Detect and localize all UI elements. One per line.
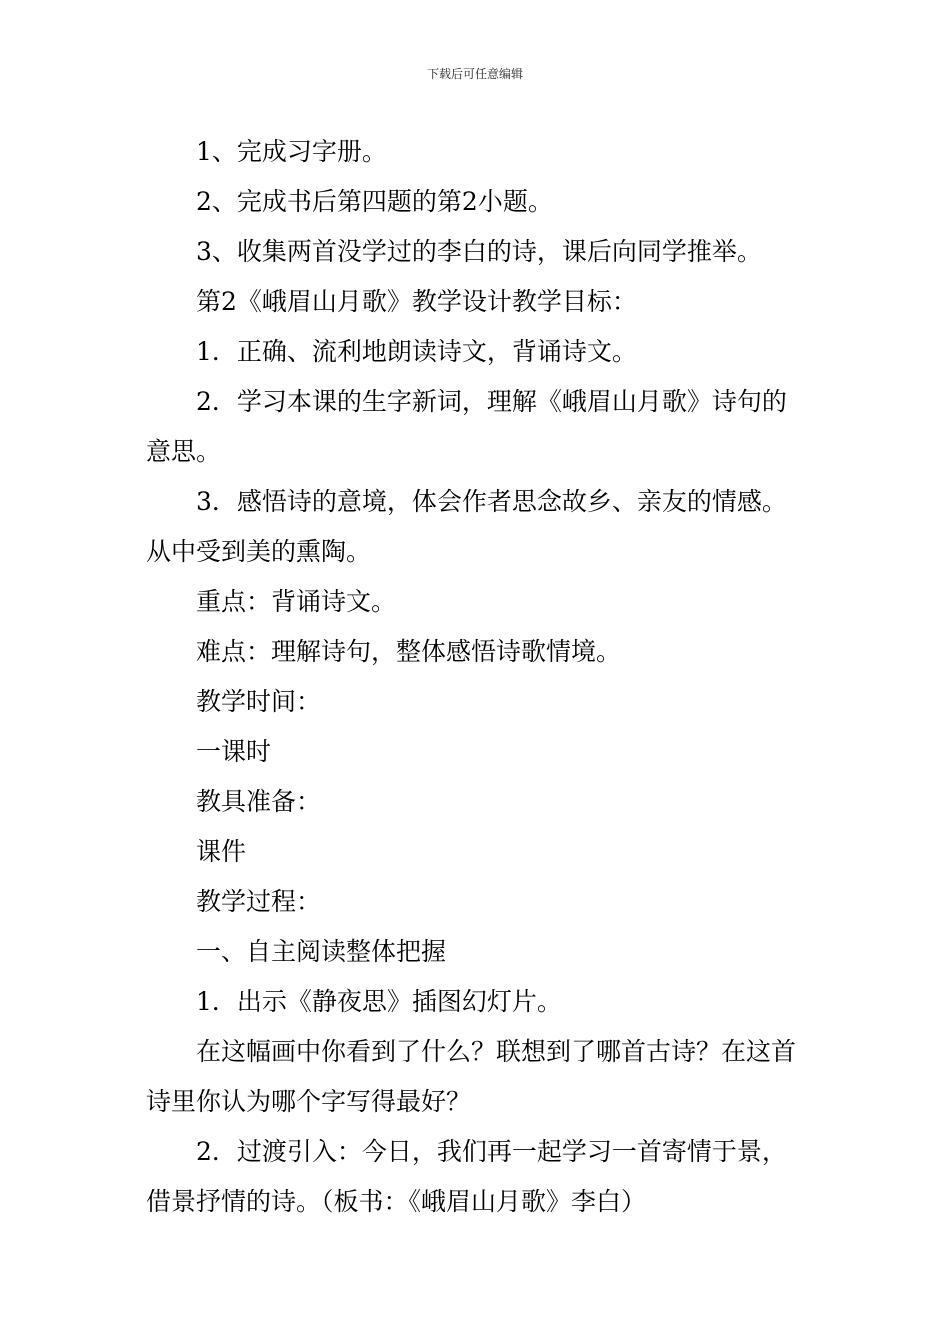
paragraph-goal-2: 2．学习本课的生字新词，理解《峨眉山月歌》诗句的意思。 <box>146 387 787 466</box>
paragraph-homework-1: 1、完成习字册。 <box>196 137 387 166</box>
paragraph-time-label: 教学时间： <box>196 687 322 716</box>
paragraph-key-point: 重点：背诵诗文。 <box>196 587 397 616</box>
paragraph-homework-2: 2、完成书后第四题的第2小题。 <box>196 187 553 216</box>
paragraph-question: 在这幅画中你看到了什么？联想到了哪首古诗？在这首诗里你认为哪个字写得最好？ <box>146 1037 797 1116</box>
paragraph-section-1: 一、自主阅读整体把握 <box>196 937 447 966</box>
paragraph-step-1: 1．出示《静夜思》插图幻灯片。 <box>196 987 562 1016</box>
paragraph-homework-3: 3、收集两首没学过的李白的诗，课后向同学推举。 <box>196 237 762 266</box>
paragraph-lesson-title: 第2《峨眉山月歌》教学设计教学目标： <box>196 287 637 316</box>
document-body <box>146 127 811 1227</box>
paragraph-goal-3: 3．感悟诗的意境，体会作者思念故乡、亲友的情感。从中受到美的熏陶。 <box>146 487 787 566</box>
paragraph-time-value: 一课时 <box>196 737 272 766</box>
paragraph-difficulty: 难点：理解诗句，整体感悟诗歌情境。 <box>196 637 622 666</box>
paragraph-goal-1: 1．正确、流利地朗读诗文，背诵诗文。 <box>196 337 637 366</box>
paragraph-tools-label: 教具准备： <box>196 787 322 816</box>
page-header: 下载后可任意编辑 <box>426 67 523 81</box>
paragraph-process-label: 教学过程： <box>196 887 322 916</box>
paragraph-step-2: 2．过渡引入：今日，我们再一起学习一首寄情于景，借景抒情的诗。（板书：《峨眉山月歌》李白） <box>146 1137 787 1216</box>
paragraph-tools-value: 课件 <box>196 837 247 866</box>
